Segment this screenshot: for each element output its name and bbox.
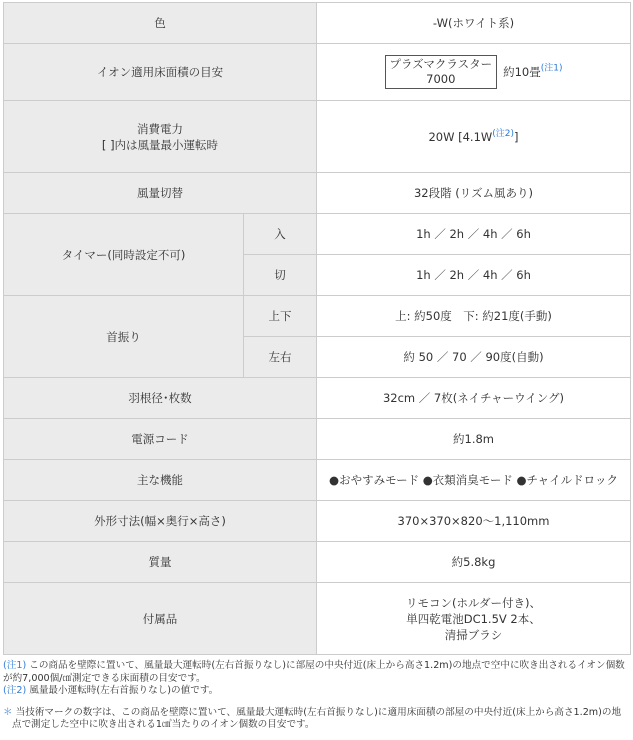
spec-row-color	[4, 3, 631, 44]
functions-value: ●おやすみモード ●衣類消臭モード ●チャイルドロック	[317, 460, 631, 501]
airflow-value: 32段階 (リズム風あり)	[317, 173, 631, 214]
power-label-sub: [ ]内は風量最小運転時	[101, 137, 219, 152]
color-label: 色	[4, 3, 317, 44]
note1	[3, 660, 630, 685]
spec-row-blades	[4, 378, 631, 419]
star-marker: ＊	[3, 706, 13, 718]
blades-label: 羽根径･枚数	[4, 378, 317, 419]
spec-table	[3, 2, 631, 655]
note2-text: 風量最小運転時(左右首振りなし)の値です。	[29, 685, 219, 696]
spec-row-dimensions	[4, 501, 631, 542]
power-value-close: ]	[514, 129, 519, 144]
cord-label: 電源コード	[4, 419, 317, 460]
ion-area-value: 約10畳	[503, 65, 541, 79]
power-value-main: 20W	[428, 129, 455, 144]
note1-marker: (注1)	[3, 660, 27, 671]
power-label-main: 消費電力	[137, 121, 183, 136]
blades-value: 32cm ／ 7枚(ネイチャーウイング)	[317, 378, 631, 419]
swing-horizontal-value: 約 50 ／ 70 ／ 90度(自動)	[317, 337, 631, 378]
swing-vertical-label: 上下	[244, 296, 317, 337]
spec-row-cord	[4, 419, 631, 460]
footnotes	[3, 660, 630, 732]
note1-text: この商品を壁際に置いて、風量最大運転時(左右首振りなし)に部屋の中央付近(床上から高さ1.2m)の地点で空中に吹き出されるイオン個数が約7,000個/㎤測定できる床面積の目安です。	[3, 660, 625, 684]
swing-horizontal-label: 左右	[244, 337, 317, 378]
weight-label: 質量	[4, 542, 317, 583]
spec-row-power	[4, 101, 631, 173]
accessory-batteries: 単四乾電池DC1.5V 2本、	[406, 611, 541, 626]
ion-area-label: イオン適用床面積の目安	[4, 44, 317, 101]
power-label	[4, 101, 317, 173]
power-value-min: [4.1W	[458, 129, 493, 144]
star-note	[3, 707, 630, 732]
swing-vertical-value: 上: 約50度 下: 約21度(手動)	[317, 296, 631, 337]
timer-off-label: 切	[244, 255, 317, 296]
spec-row-airflow	[4, 173, 631, 214]
spec-row-functions	[4, 460, 631, 501]
spec-row-accessories	[4, 583, 631, 655]
timer-on-label: 入	[244, 214, 317, 255]
dimensions-value: 370×370×820～1,110mm	[317, 501, 631, 542]
accessory-remote: リモコン(ホルダー付き)、	[405, 595, 541, 610]
plasmacluster-badge	[385, 55, 498, 89]
swing-label: 首振り	[4, 296, 244, 378]
badge-name: プラズマクラスター	[389, 57, 493, 71]
star-note-text: 当技術マークの数字は、この商品を壁際に置いて、風量最大運転時(左右首振りなし)に適用床面積の部屋の中央付近(床上から高さ1.2m)の地点で測定した空中に吹き出される1㎤当たりのイオン個数の目安です。	[12, 706, 622, 730]
dimensions-label: 外形寸法(幅×奥行×高さ)	[4, 501, 317, 542]
ion-area-cell	[317, 44, 631, 101]
spec-row-ion-area	[4, 44, 631, 101]
accessories-label: 付属品	[4, 583, 317, 655]
timer-off-value: 1h ／ 2h ／ 4h ／ 6h	[317, 255, 631, 296]
accessory-brush: 清掃ブラシ	[444, 627, 503, 642]
note2-marker: (注2)	[3, 685, 27, 696]
spec-row-swing-vertical	[4, 296, 631, 337]
airflow-label: 風量切替	[4, 173, 317, 214]
cord-value: 約1.8m	[317, 419, 631, 460]
timer-label: タイマー(同時設定不可)	[4, 214, 244, 296]
note2-ref-link[interactable]: (注2)	[492, 128, 515, 139]
spec-row-weight	[4, 542, 631, 583]
spec-row-timer-on	[4, 214, 631, 255]
power-value-cell	[317, 101, 631, 173]
functions-label: 主な機能	[4, 460, 317, 501]
note2	[3, 685, 630, 698]
weight-value: 約5.8kg	[317, 542, 631, 583]
color-value: -W(ホワイト系)	[317, 3, 631, 44]
note1-ref-link[interactable]: (注1)	[540, 63, 563, 74]
timer-on-value: 1h ／ 2h ／ 4h ／ 6h	[317, 214, 631, 255]
badge-number: 7000	[426, 72, 456, 86]
accessories-value	[317, 583, 631, 655]
